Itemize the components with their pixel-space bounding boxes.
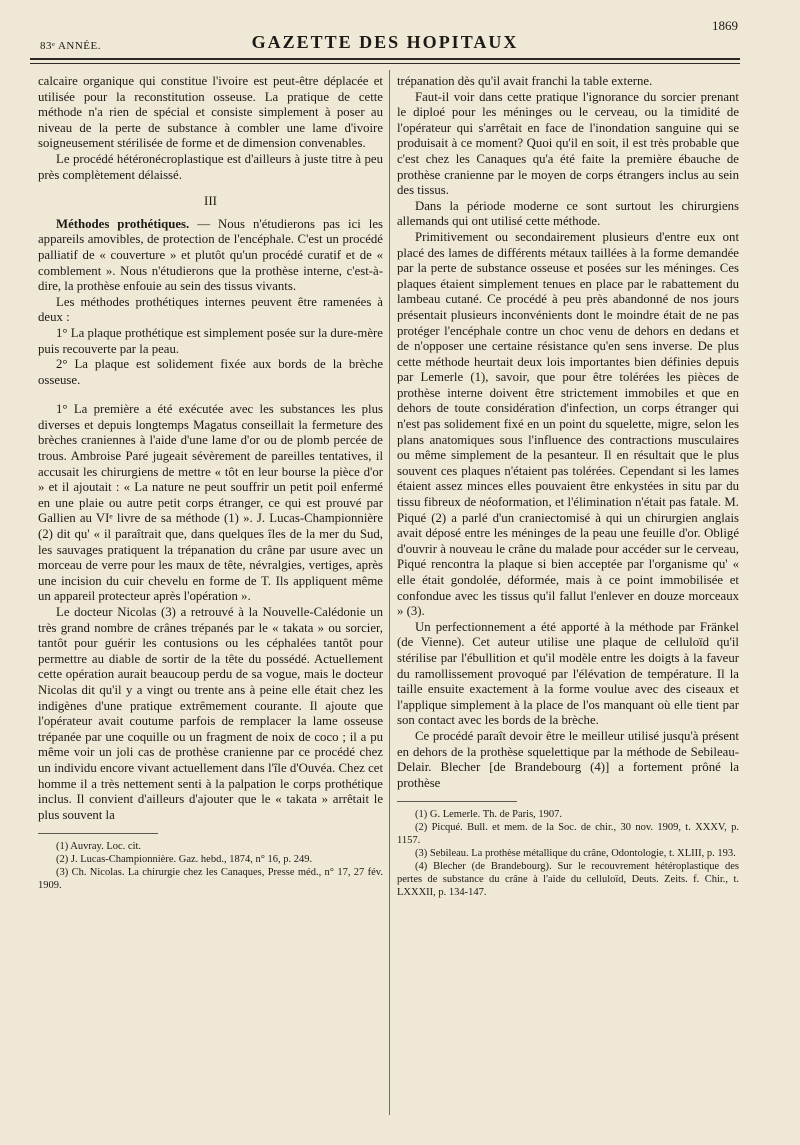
footnotes <box>397 808 739 899</box>
journal-title: GAZETTE DES HOPITAUX <box>251 32 519 52</box>
paragraph: trépanation dès qu'il avait franchi la table externe. <box>397 74 653 88</box>
footnote: (3) Ch. Nicolas. La chirurgie chez les Canaques, Presse méd., n° 17, 27 fév. 1909. <box>38 867 383 892</box>
paragraph: 1° La plaque prothétique est simplement posée sur la dure-mère puis recouverte par la peau. <box>38 325 383 356</box>
paragraph: 1° La première a été exécutée avec les substances les plus diverses et depuis longtemps Magatus conseillait la fermeture des brèches craniennes à l'aide d'une lame d'or ou de plomb percée de trous. Ambroise Paré jugeait sévèrement de pareilles tentatives, il accusait les chirurgiens de mettre « tôt en leur bourse la pièce d'or » et il ajoutait : « La nature ne peut souffrir un petit poil enfermé en une plaie ou autre petit corps étranger, ce qui est prouvé par Gallien au VIᵉ livre de sa méthode (1) ». J. Lucas-Championnière (2) dit qu' « il paraîtrait que, dans quelques îles de la mer du Sud, les sauvages pratiquent la trépanation du crâne par usure avec un morceau de verre pour les maux de tête, névralgies, vertiges, après une incision du cuir chevelu en forme de T. Ils appliquent même un appareil protecteur après l'opération ». <box>38 402 383 604</box>
footnote: (3) Sebileau. La prothèse métallique du crâne, Odontologie, t. XLIII, p. 193. <box>415 848 736 860</box>
footnote-rule <box>397 801 517 802</box>
footnote: (4) Blecher (de Brandebourg). Sur le recouvrement hétéroplastique des pertes de substance du crâne à l'aide du celluloïd, Deuts. Zeits. f. Chir., t. LXXXII, p. 134-147. <box>397 861 739 899</box>
paragraph: Faut-il voir dans cette pratique l'ignorance du sorcier prenant le diploé pour les méninges ou le cerveau, ou la timidité de l'opérateur qui s'arrêtait en face de l'inondation sanguine qui se produisait à ce moment? Quoi qu'il en soit, il est très probable que c'est chez les Canaques qu'a été faite la première ébauche de prothèse cranienne par le moyen de corps étrangers inclus au sein des tissus. <box>397 89 739 198</box>
header-rule-thick <box>30 58 740 60</box>
section-heading: III <box>204 193 217 209</box>
page-number: 1869 <box>712 18 738 33</box>
footnotes <box>38 840 383 892</box>
column-divider <box>389 70 390 1115</box>
footnote-rule <box>38 833 158 834</box>
paragraph: Primitivement ou secondairement plusieurs d'entre eux ont placé des lames de différents métaux taillées à la forme demandée par la perte de substance osseuse et posées sur les méninges. Ces plaques étaient simplement tenues en place par le rabattement du lambeau cutané. Ce procédé à peu près abandonné de nos jours présentait plusieurs inconvénients dont le moindre était de ne pas protéger l'encéphale contre un choc venu de dehors en dedans et de n'opposer une certaine résistance qu'en sens inverse. De plus cette méthode heurtait deux lois importantes bien définies depuis par Lemerle (1), savoir, que pour être tolérées les pièces de prothèse interne doivent être strictement immobiles et que en dehors de toute considération d'infection, un corps étranger qui n'est pas solidement fixé en un point du squelette, migre, selon les plans anatomiques sous l'influence des contractions musculaires ou même simplement de la pesanteur. Il en résultait que le plus souvent ces plaques n'étaient pas tolérées. Cependant si les lames étaient assez minces elles pouvaient être enkystées in situ par du tissu fibreux de néoformation, et l'élimination n'était pas fatale. M. Piqué (2) a parlé d'un craniectomisé à qui un chirurgien anglais avait déposé entre les méninges de la peau une feuille d'or. Obligé d'ouvrir à nouveau le crâne du malade pour accéder sur le cerveau, Piqué rencontra la plaque si bien acceptée par l'organisme qu' « elle était gondolée, déformée, mais à ce point immobilisée et confondue avec les tissus qu'il fallut l'enlever en douze morceaux » (3). <box>397 229 739 619</box>
paragraph: Le procédé hétéronécroplastique est d'ailleurs à juste titre à peu près complètement délaissé. <box>38 151 383 182</box>
paragraph: Ce procédé paraît devoir être le meilleur utilisé jusqu'à présent en dehors de la prothèse squelettique par la méthode de Sebileau-Delair. Blecher [de Brandebourg (4)] a fortement prôné la prothèse <box>397 728 739 790</box>
right-column <box>397 74 739 899</box>
paragraph: Dans la période moderne ce sont surtout les chirurgiens allemands qui ont utilisé cette méthode. <box>397 198 739 229</box>
page-header <box>30 18 740 62</box>
paragraph: 2° La plaque est solidement fixée aux bords de la brèche osseuse. <box>38 357 383 387</box>
footnote: (2) J. Lucas-Championnière. Gaz. hebd., 1874, n° 16, p. 249. <box>56 854 313 866</box>
header-rule-thin <box>30 63 740 64</box>
footnote: (1) Auvray. Loc. cit. <box>56 841 142 853</box>
left-column <box>38 74 383 892</box>
paragraph: Méthodes prothétiques. — Nous n'étudierons pas ici les appareils amovibles, de protection de l'encéphale. C'est un procédé palliatif de « couverture » et plutôt qu'un procédé curatif et de « comblement ». Nous n'étudierons que la prothèse interne, c'est-à-dire, la prothèse enfouie au sein des tissus vivants. <box>38 216 383 294</box>
footnote: (1) G. Lemerle. Th. de Paris, 1907. <box>415 809 563 821</box>
subheading: Méthodes prothétiques. <box>56 216 190 231</box>
paragraph: Un perfectionnement a été apporté à la méthode par Fränkel (de Vienne). Cet auteur utilise une plaque de celluloïd qu'il stérilise par l'ébullition et qu'il modèle entre les doigts à la faveur du ramollissement provoqué par l'élévation de température. Il la taille ensuite exactement à la forme voulue avec des ciseaux et l'applique simplement à la place de l'os manquant où elle tient par son contact avec les bords de la brèche. <box>397 619 739 728</box>
paragraph: calcaire organique qui constitue l'ivoire est peut-être déplacée et utilisée pour la reconstitution osseuse. La pratique de cette méthode n'a rien de spécial et consiste simplement à poser au niveau de la perte de substance à combler une lame d'ivoire soigneusement stérilisée de forme et de dimension convenables. <box>38 74 383 151</box>
paragraph: Les méthodes prothétiques internes peuvent être ramenées à deux : <box>38 294 383 325</box>
edition-label: 83ᵉ ANNÉE. <box>40 40 101 52</box>
paragraph: Le docteur Nicolas (3) a retrouvé à la Nouvelle-Calédonie un très grand nombre de crânes trépanés par le « takata » ou sorcier, tantôt pour guérir les contusions ou les céphalées tantôt pour permettre au diable de sortir de la tête du possédé. Actuellement cette opération aurait beaucoup perdu de sa vogue, mais le docteur Nicolas dit qu'il y a vingt ou trente ans à peine elle était chez les indigènes d'une pratique extrêmement courante. Il ajoute que l'opérateur avait coutume parfois de remplacer la lame osseuse trépanée par une coquille ou un fragment de noix de coco ; il a pu même voir un joli cas de prothèse cranienne par ce procédé chez un individu encore vivant actuellement dans l'île d'Ouvéa. Chez cet homme il a très nettement senti à la palpation le corps prothétique inclus. Il convient d'ailleurs d'ajouter que le « takata » arrêtait le plus souvent la <box>38 605 383 822</box>
footnote: (2) Picqué. Bull. et mem. de la Soc. de chir., 30 nov. 1909, t. XXXV, p. 1157. <box>397 822 739 847</box>
